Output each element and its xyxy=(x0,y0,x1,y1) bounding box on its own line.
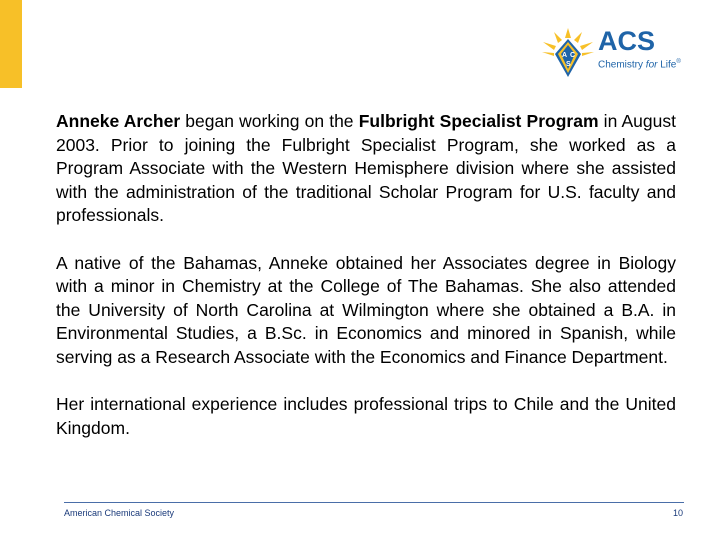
emblem-letter-a: A xyxy=(562,52,568,59)
accent-bar xyxy=(0,0,22,88)
bio-p1-text-b: in August 2003. Prior to joining the Fulbright Specialist Program, she worked as a Program Associate with the Western Hemisphere division where she assisted with the administration of the traditional Scholar Program for U.S. faculty and professionals. xyxy=(56,111,676,226)
acs-emblem-icon xyxy=(540,22,596,82)
logo-wordmark xyxy=(598,28,681,71)
person-name: Anneke Archer xyxy=(56,111,181,131)
tagline-for: for xyxy=(645,59,658,71)
bio-paragraph-2: A native of the Bahamas, Anneke obtained her Associates degree in Biology with a minor in Chemistry at the College of The Bahamas. She also attended the University of North Carolina at Wilmington where she obtained a B.A. in Environmental Studies, a B.Sc. in Economics and minored in Spanish, while serving as a Research Associate with the Economics and Finance Department. xyxy=(56,252,676,367)
tagline-trademark: ® xyxy=(676,59,681,65)
footer-divider xyxy=(64,502,684,503)
slide-body xyxy=(56,110,676,464)
program-name: Fulbright Specialist Program xyxy=(358,111,599,131)
logo-tagline xyxy=(598,56,681,71)
footer-organization: American Chemical Society xyxy=(64,508,175,518)
bio-paragraph-3: Her international experience includes professional trips to Chile and the United Kingdom. xyxy=(56,394,676,438)
logo-acs-text: ACS xyxy=(598,26,656,56)
bio-paragraph-1 xyxy=(56,110,676,228)
emblem-letter-s: S xyxy=(566,61,571,68)
emblem-letter-c: C xyxy=(570,52,576,59)
page-number: 10 xyxy=(672,508,683,518)
tagline-life: Life xyxy=(657,59,677,71)
tagline-chemistry: Chemistry xyxy=(598,59,646,71)
acs-logo xyxy=(540,22,700,82)
bio-p1-text-a: began working on the xyxy=(180,111,359,131)
